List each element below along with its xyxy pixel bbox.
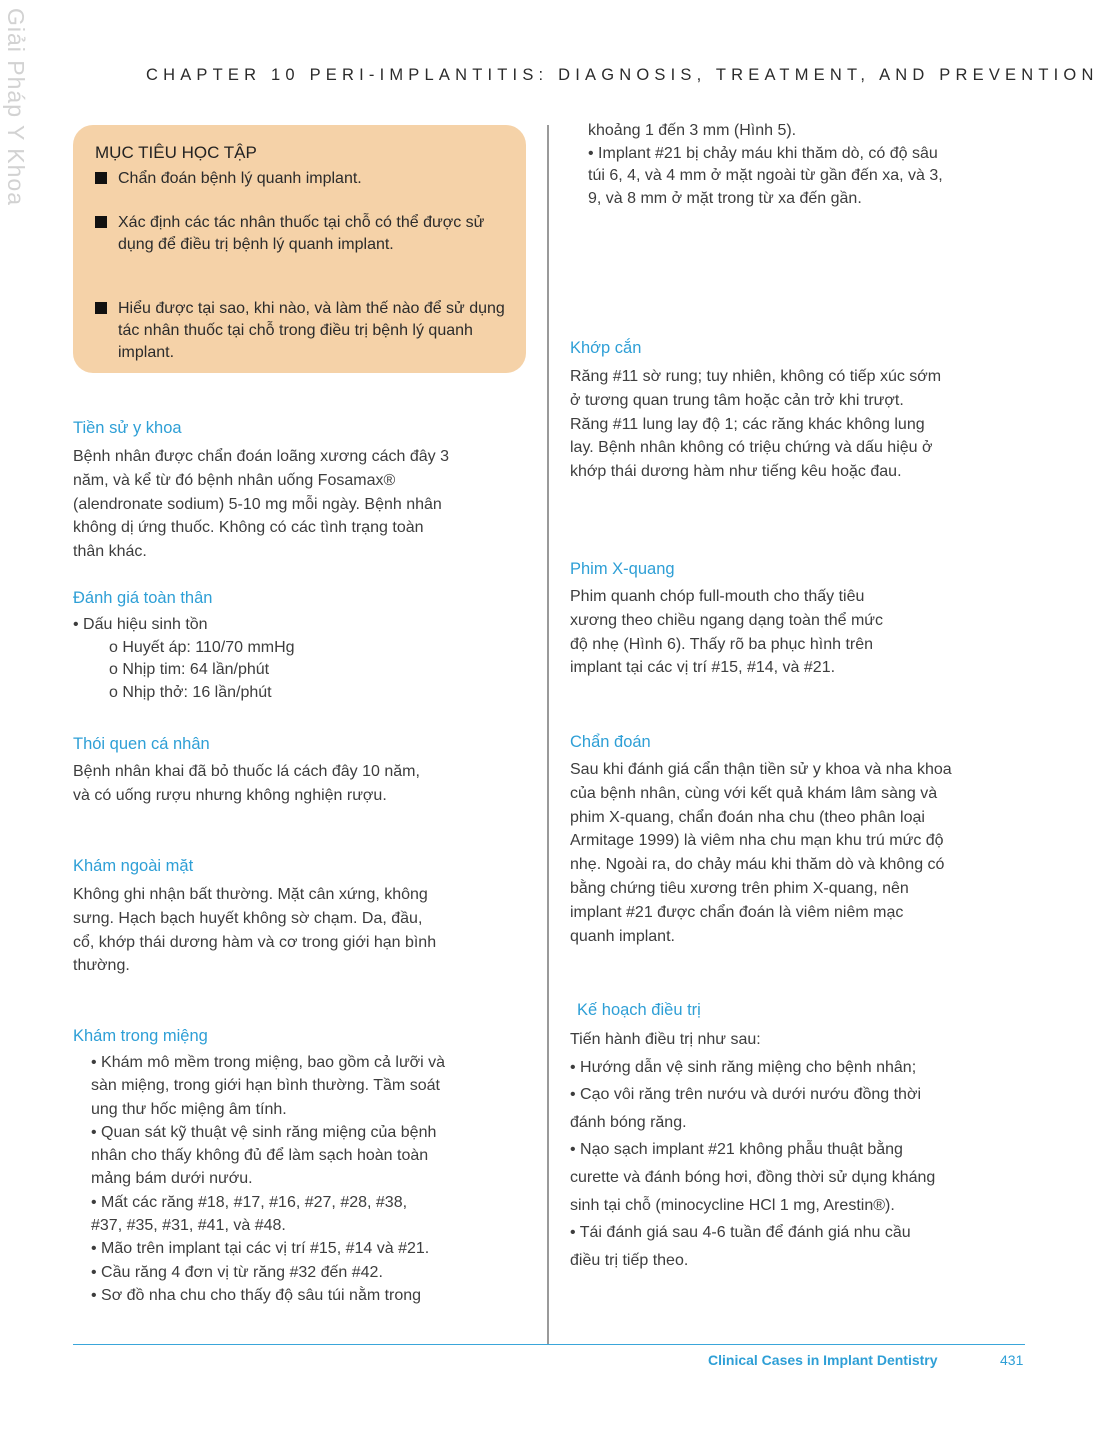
section-heading-general-eval: Đánh giá toàn thân (73, 589, 213, 607)
extraoral-text: Không ghi nhận bất thường. Mặt cân xứng, không sưng. Hạch bạch huyết không sờ chạm. Da, đầu, cổ, khớp thái dương hàm và cơ trong giới hạn bình thường. (73, 886, 437, 975)
page-number: 431 (1000, 1352, 1024, 1368)
diagnosis-text: Sau khi đánh giá cẩn thận tiền sử y khoa và nha khoa của bệnh nhân, cùng với kết quả khám lâm sàng và phim X-quang, chẩn đoán nha chu (theo phân loại Armitage 1999) là viêm nha chu mạn khu trú mức độ nhẹ. Ngoài ra, do chảy máu khi thăm dò và không có bằng chứng tiêu xương trên phim X-quang, nên implant #21 được chẩn đoán là viêm niêm mạc quanh implant. (570, 761, 952, 945)
section-heading-diagnosis: Chẩn đoán (570, 733, 651, 751)
section-heading-extraoral: Khám ngoài mặt (73, 857, 194, 875)
general-eval-text: • Dấu hiệu sinh tồn o Huyết áp: 110/70 mmHg o Nhịp tim: 64 lần/phút o Nhịp thở: 16 lần/phút (73, 616, 295, 701)
square-bullet-icon (95, 216, 107, 228)
habits-text: Bệnh nhân khai đã bỏ thuốc lá cách đây 10 năm, và có uống rượu nhưng không nghiện rượu. (73, 763, 420, 804)
column-divider (547, 125, 549, 1345)
xray-text: Phim quanh chóp full-mouth cho thấy tiêu xương theo chiều ngang dạng toàn thể mức độ nhẹ (Hình 6). Thấy rõ ba phục hình trên implant tại các vị trí #15, #14, và #21. (570, 588, 884, 677)
running-head: CHAPTER 10 PERI-IMPLANTITIS: DIAGNOSIS, TREATMENT, AND PREVENTION (146, 66, 1099, 84)
section-heading-treatment-plan: Kế hoạch điều trị (577, 1001, 701, 1019)
watermark-text: Giải Pháp Y Khoa (3, 8, 29, 207)
occlusion-text: Răng #11 sờ rung; tuy nhiên, không có tiếp xúc sớm ở tương quan trung tâm hoặc cản trở khi trượt. Răng #11 lung lay độ 1; các răng khác không lung lay. Bệnh nhân không có triệu chứng và dấu hiệu ở khớp thái dương hàm như tiếng kêu hoặc đau. (570, 368, 942, 481)
medical-history-text: Bệnh nhân được chẩn đoán loãng xương cách đây 3 năm, và kể từ đó bệnh nhân uống Fosamax® (alendronate sodium) 5-10 mg mỗi ngày. Bệnh nhân không dị ứng thuốc. Không có các tình trạng toàn thân khác. (73, 448, 449, 561)
intraoral-text: • Khám mô mềm trong miệng, bao gồm cả lưỡi và sàn miệng, trong giới hạn bình thường. Tầm soát ung thư hốc miệng âm tính. • Quan sát kỹ thuật vệ sinh răng miệng của bệnh nhân cho thấy không đủ để làm sạch hoàn toàn mảng bám dưới nướu. • Mất các răng #18, #17, #16, #27, #28, #38, #37, #35, #31, #41, và #48. • Mão trên implant tại các vị trí #15, #14 và #21. • Cầu răng 4 đơn vị từ răng #32 đến #42. • Sơ đồ nha chu cho thấy độ sâu túi nằm trong (91, 1054, 446, 1304)
objectives-title: MỤC TIÊU HỌC TẬP (95, 143, 257, 162)
section-heading-medical-history: Tiền sử y khoa (73, 419, 182, 437)
footer-rule (73, 1344, 1025, 1345)
footer-book-title: Clinical Cases in Implant Dentistry (708, 1352, 938, 1368)
learning-objectives-box (73, 125, 526, 373)
section-heading-intraoral: Khám trong miệng (73, 1027, 208, 1045)
square-bullet-icon (95, 172, 107, 184)
objective-item: Hiểu được tại sao, khi nào, và làm thế nào để sử dụng tác nhân thuốc tại chỗ trong điều trị bệnh lý quanh implant. (95, 298, 505, 364)
objective-item: Xác định các tác nhân thuốc tại chỗ có thể được sử dụng để điều trị bệnh lý quanh implant. (95, 212, 505, 256)
section-heading-occlusion: Khớp cắn (570, 339, 642, 357)
treatment-plan-text: Tiến hành điều trị như sau: • Hướng dẫn vệ sinh răng miệng cho bệnh nhân; • Cạo vôi răng trên nướu và dưới nướu đồng thời đánh bóng răng. • Nạo sạch implant #21 không phẫu thuật bằng curette và đánh bóng hơi, đồng thời sử dụng kháng sinh tại chỗ (minocycline HCl 1 mg, Arestin®). • Tái đánh giá sau 4-6 tuần để đánh giá nhu cầu điều trị tiếp theo. (570, 1031, 936, 1269)
square-bullet-icon (95, 302, 107, 314)
section-heading-xray: Phim X-quang (570, 560, 675, 578)
objective-item: Chẩn đoán bệnh lý quanh implant. (95, 168, 505, 190)
section-heading-habits: Thói quen cá nhân (73, 735, 210, 753)
intraoral-continued-text: khoảng 1 đến 3 mm (Hình 5). • Implant #21 bị chảy máu khi thăm dò, có độ sâu túi 6, 4, và 4 mm ở mặt ngoài từ gần đến xa, và 3, 9, và 8 mm ở mặt trong từ xa đến gần. (588, 122, 943, 208)
